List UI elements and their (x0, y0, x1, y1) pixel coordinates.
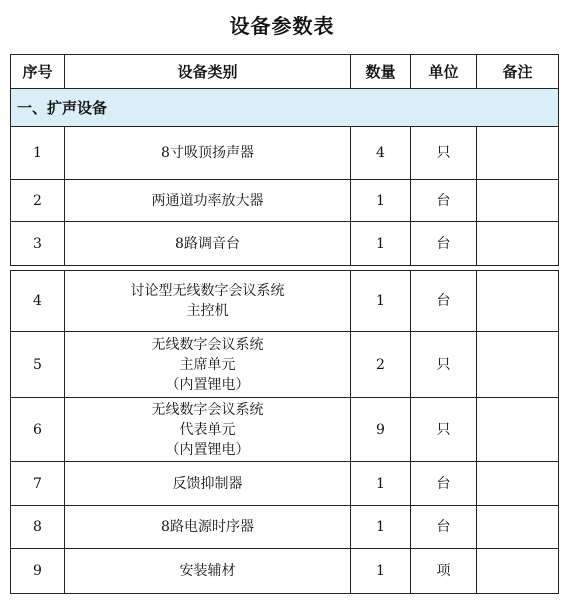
cell-no: 2 (11, 180, 65, 222)
table-row (11, 271, 559, 332)
cell-note (477, 549, 559, 594)
table-body-2 (11, 271, 559, 594)
cell-unit: 台 (411, 180, 477, 222)
cell-name-line: （内置锂电） (165, 376, 250, 393)
cell-name-line: 反馈抑制器 (172, 475, 243, 492)
equipment-table-bottom (10, 270, 559, 594)
table-row (11, 462, 559, 506)
cell-name (65, 127, 351, 180)
cell-name-line: 无线数字会议系统 (151, 336, 264, 353)
cell-note (477, 222, 559, 266)
cell-unit: 台 (411, 271, 477, 332)
cell-no: 3 (11, 222, 65, 266)
header-no: 序号 (11, 55, 65, 89)
cell-name-line: 主席单元 (179, 356, 236, 373)
cell-note (477, 180, 559, 222)
cell-note (477, 332, 559, 398)
section-title: 一、扩声设备 (11, 89, 559, 127)
cell-qty: 1 (351, 462, 411, 506)
section-row (11, 89, 559, 127)
cell-no: 5 (11, 332, 65, 398)
header-note: 备注 (477, 55, 559, 89)
table-row (11, 222, 559, 266)
cell-name-line: （内置锂电） (165, 441, 250, 458)
table-row (11, 506, 559, 549)
cell-qty: 2 (351, 332, 411, 398)
cell-qty: 1 (351, 506, 411, 549)
cell-name-line: 无线数字会议系统 (151, 401, 264, 418)
cell-note (477, 398, 559, 462)
cell-name (65, 332, 351, 398)
cell-note (477, 271, 559, 332)
cell-no: 7 (11, 462, 65, 506)
cell-qty: 1 (351, 549, 411, 594)
cell-name (65, 462, 351, 506)
cell-unit: 台 (411, 462, 477, 506)
cell-note (477, 462, 559, 506)
table-row (11, 332, 559, 398)
cell-name-line: 主控机 (186, 303, 229, 319)
header-qty: 数量 (351, 55, 411, 89)
cell-no: 4 (11, 271, 65, 332)
table-row (11, 398, 559, 462)
cell-note (477, 127, 559, 180)
equipment-table-top (10, 54, 559, 266)
cell-name-line: 代表单元 (179, 421, 236, 438)
cell-qty: 4 (351, 127, 411, 180)
cell-name (65, 271, 351, 332)
table-row (11, 180, 559, 222)
cell-name-line: 8路调音台 (175, 235, 240, 252)
cell-unit: 项 (411, 549, 477, 594)
cell-unit: 台 (411, 222, 477, 266)
table-row (11, 549, 559, 594)
cell-name-line: 两通道功率放大器 (151, 192, 264, 209)
cell-name (65, 506, 351, 549)
cell-no: 8 (11, 506, 65, 549)
cell-unit: 只 (411, 332, 477, 398)
cell-qty: 1 (351, 271, 411, 332)
table-row (11, 127, 559, 180)
cell-no: 9 (11, 549, 65, 594)
cell-name-line: 8寸吸顶扬声器 (161, 145, 254, 161)
cell-name (65, 398, 351, 462)
cell-name (65, 222, 351, 266)
cell-qty: 1 (351, 222, 411, 266)
page-title: 设备参数表 (229, 14, 335, 38)
header-row (11, 55, 559, 89)
cell-name (65, 549, 351, 594)
header-unit: 单位 (411, 55, 477, 89)
cell-name-line: 讨论型无线数字会议系统 (130, 283, 285, 299)
cell-unit: 只 (411, 398, 477, 462)
cell-note (477, 506, 559, 549)
table-body-1 (11, 127, 559, 266)
cell-unit: 只 (411, 127, 477, 180)
cell-name (65, 180, 351, 222)
cell-name-line: 安装辅材 (179, 563, 236, 579)
cell-no: 6 (11, 398, 65, 462)
header-name: 设备类别 (65, 55, 351, 89)
cell-name-line: 8路电源时序器 (161, 519, 254, 535)
cell-qty: 1 (351, 180, 411, 222)
cell-unit: 台 (411, 506, 477, 549)
cell-no: 1 (11, 127, 65, 180)
cell-qty: 9 (351, 398, 411, 462)
